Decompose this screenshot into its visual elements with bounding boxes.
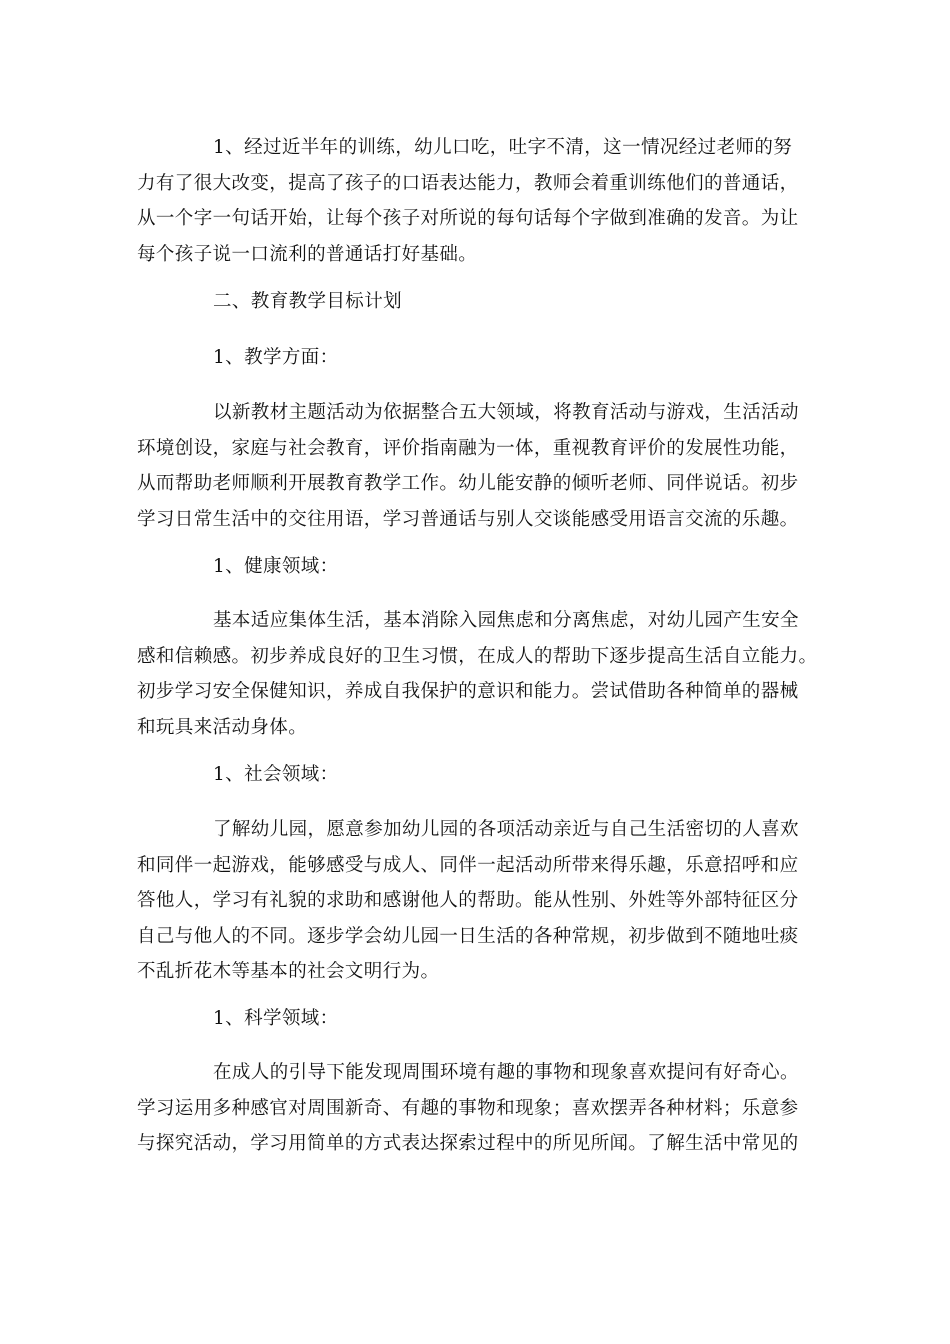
- heading-text: 1、教学方面：: [213, 347, 339, 368]
- paragraph-social: [137, 812, 813, 990]
- paragraph-science: [137, 1055, 813, 1162]
- heading-text: 1、社会领域：: [213, 764, 339, 785]
- text-line: 学习运用多种感官对周围新奇、有趣的事物和现象；喜欢摆弄各种材料；乐意参: [137, 1097, 799, 1119]
- heading-text: 1、科学领域：: [213, 1008, 339, 1029]
- paragraph-teaching: [137, 395, 813, 537]
- text-line: 从一个字一句话开始，让每个孩子对所说的每句话每个字做到准确的发音。为让: [137, 208, 799, 230]
- subheading-science: [137, 1001, 813, 1037]
- heading-text: 二、教育教学目标计划: [213, 291, 403, 312]
- text-line: 1、经过近半年的训练，幼儿口吃，吐字不清，这一情况经过老师的努: [213, 137, 793, 158]
- paragraph-speech-progress: [137, 130, 813, 272]
- text-line: 和同伴一起游戏，能够感受与成人、同伴一起活动所带来得乐趣，乐意招呼和应: [137, 854, 799, 876]
- text-line: 感和信赖感。初步养成良好的卫生习惯，在成人的帮助下逐步提高生活自立能力。: [137, 645, 818, 667]
- text-line: 力有了很大改变，提高了孩子的口语表达能力，教师会着重训练他们的普通话，: [137, 172, 799, 194]
- text-line: 以新教材主题活动为依据整合五大领域，将教育活动与游戏，生活活动: [213, 402, 799, 423]
- subheading-social: [137, 757, 813, 793]
- text-line: 基本适应集体生活，基本消除入园焦虑和分离焦虑，对幼儿园产生安全: [213, 610, 799, 631]
- text-line: 和玩具来活动身体。: [137, 716, 308, 738]
- text-line: 不乱折花木等基本的社会文明行为。: [137, 961, 440, 983]
- section-heading-goals: [137, 284, 813, 320]
- text-line: 学习日常生活中的交往用语，学习普通话与别人交谈能感受用语言交流的乐趣。: [137, 508, 799, 530]
- text-line: 了解幼儿园，愿意参加幼儿园的各项活动亲近与自己生活密切的人喜欢: [213, 819, 799, 840]
- text-line: 每个孩子说一口流利的普通话打好基础。: [137, 243, 478, 265]
- heading-text: 1、健康领域：: [213, 556, 339, 577]
- paragraph-health: [137, 603, 818, 745]
- subheading-teaching: [137, 340, 813, 376]
- text-line: 自己与他人的不同。逐步学会幼儿园一日生活的各种常规，初步做到不随地吐痰: [137, 925, 799, 947]
- text-line: 与探究活动，学习用简单的方式表达探索过程中的所见所闻。了解生活中常见的: [137, 1133, 799, 1155]
- text-line: 答他人，学习有礼貌的求助和感谢他人的帮助。能从性别、外姓等外部特征区分: [137, 890, 799, 912]
- text-line: 初步学习安全保健知识，养成自我保护的意识和能力。尝试借助各种简单的器械: [137, 681, 799, 703]
- subheading-health: [137, 549, 813, 585]
- text-line: 环境创设，家庭与社会教育，评价指南融为一体，重视教育评价的发展性功能，: [137, 437, 799, 459]
- text-line: 在成人的引导下能发现周围环境有趣的事物和现象喜欢提问有好奇心。: [213, 1062, 799, 1083]
- text-line: 从而帮助老师顺利开展教育教学工作。幼儿能安静的倾听老师、同伴说话。初步: [137, 473, 799, 495]
